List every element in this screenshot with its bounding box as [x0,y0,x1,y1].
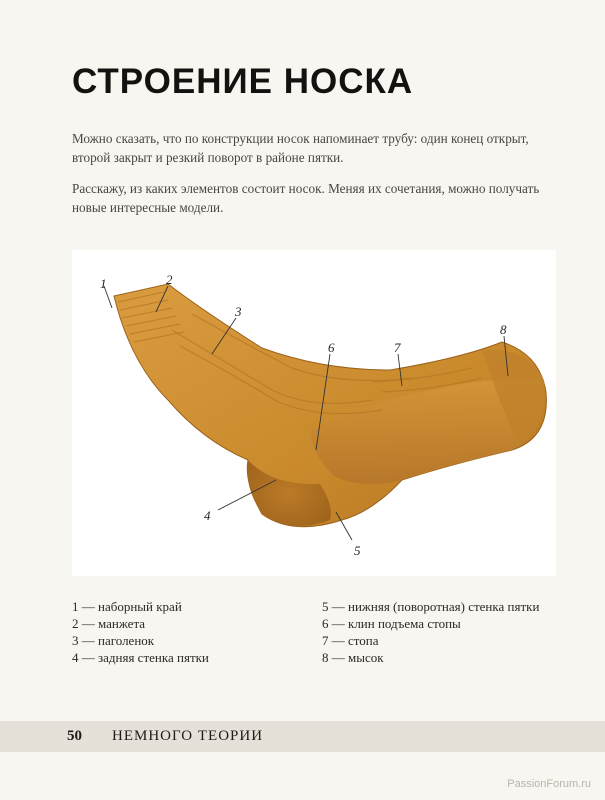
page-title: СТРОЕНИЕ НОСКА [72,62,414,101]
intro-paragraph-2: Расскажу, из каких элементов состоит носок. Меняя их сочетания, можно получать новые интересные модели. [72,181,540,215]
figure-label-1: 1 [100,276,107,291]
intro-paragraph-1: Можно сказать, что по конструкции носок напоминает трубу: один конец открыт, второй закрыт и резкий поворот в районе пятки. [72,131,529,165]
legend-item: 8 — мысок [322,650,384,665]
sock-illustration [114,284,546,527]
page-number: 50 [67,728,82,744]
legend-item: 1 — наборный край [72,599,182,614]
sock-photo [72,250,556,576]
legend-item: 5 — нижняя (поворотная) стенка пятки [322,599,540,614]
legend-item: 6 — клин подъема стопы [322,616,461,631]
legend-right-column [322,598,539,666]
figure-label-2: 2 [166,272,173,287]
legend-item: 4 — задняя стенка пятки [72,650,209,665]
figure-label-4: 4 [204,508,211,523]
legend-item: 7 — стопа [322,633,379,648]
legend-left-column [72,598,209,666]
figure-label-6: 6 [328,340,335,355]
figure-label-3: 3 [235,304,242,319]
watermark: PassionForum.ru [507,778,591,790]
legend-item: 3 — паголенок [72,633,155,648]
legend-item: 2 — манжета [72,616,146,631]
figure-label-8: 8 [500,322,507,337]
figure-label-7: 7 [394,340,401,355]
page-footer [0,721,605,752]
section-title: НЕМНОГО ТЕОРИИ [112,728,264,744]
figure-label-5: 5 [354,543,361,558]
